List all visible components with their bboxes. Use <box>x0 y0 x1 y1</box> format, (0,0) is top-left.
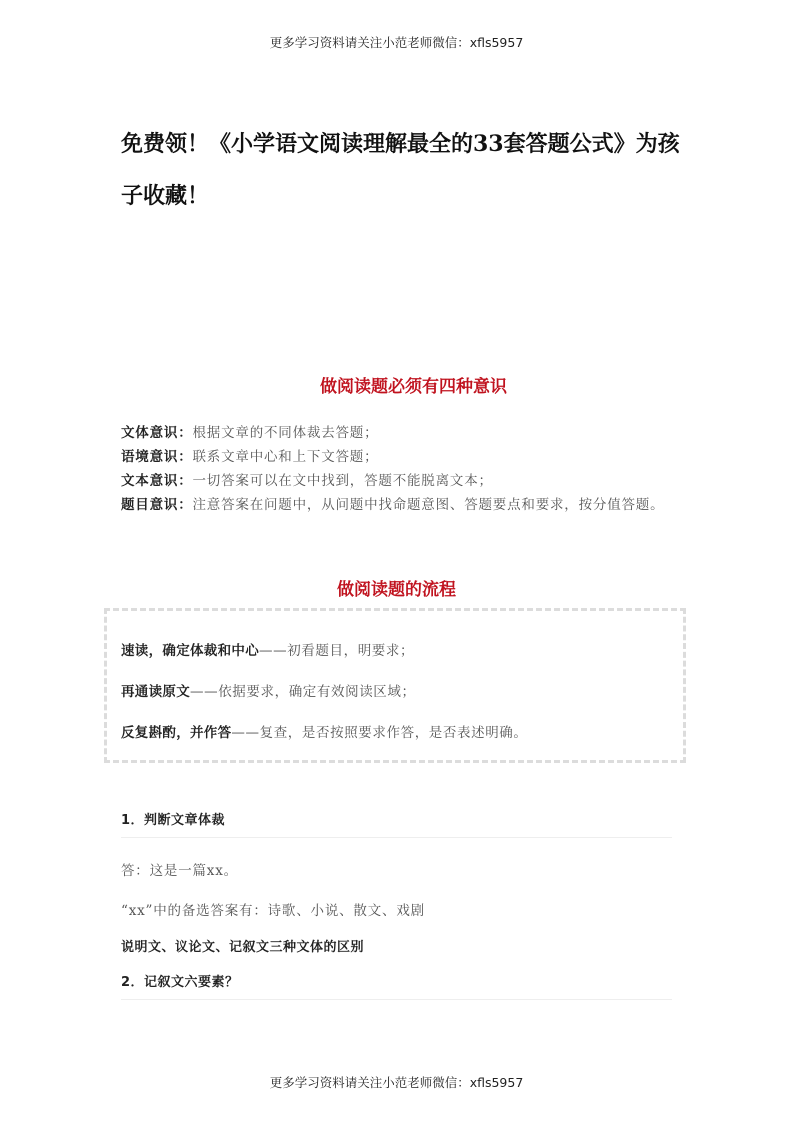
awareness-text: 联系文章中心和上下文答题； <box>192 449 379 465</box>
awareness-list <box>121 421 676 517</box>
awareness-term: 题目意识： <box>121 497 193 513</box>
awareness-item <box>121 469 676 493</box>
genre-difference-line: 说明文、议论文、记叙文三种文体的区别 <box>121 940 365 955</box>
process-step <box>121 721 528 741</box>
section-heading-process: 做阅读题的流程 <box>337 580 456 600</box>
awareness-term: 文体意识： <box>121 425 193 441</box>
answer-line: 答：这是一篇xx。 <box>121 863 238 879</box>
awareness-item <box>121 445 676 469</box>
header-note: 更多学习资料请关注小范老师微信：xfls5957 <box>269 35 524 50</box>
awareness-text: 根据文章的不同体裁去答题； <box>192 425 379 441</box>
process-step-text: ——依据要求，确定有效阅读区域； <box>190 684 416 700</box>
footer-note: 更多学习资料请关注小范老师微信：xfls5957 <box>269 1075 524 1090</box>
process-box <box>104 608 686 763</box>
options-line: “xx”中的备选答案有：诗歌、小说、散文、戏剧 <box>121 903 425 919</box>
question-heading-1: 1．判断文章体裁 <box>121 809 672 838</box>
process-step-term: 再通读原文 <box>121 684 190 700</box>
awareness-item <box>121 493 676 517</box>
awareness-item <box>121 421 676 445</box>
process-step <box>121 680 416 700</box>
process-step-text: ——复查，是否按照要求作答，是否表述明确。 <box>231 725 528 741</box>
process-step <box>121 639 414 659</box>
question-heading-2: 2．记叙文六要素？ <box>121 971 672 1000</box>
awareness-term: 语境意识： <box>121 449 193 465</box>
page-title: 免费领！《小学语文阅读理解最全的33套答题公式》为孩子收藏！ <box>121 131 680 209</box>
process-step-text: ——初看题目，明要求； <box>259 643 415 659</box>
section-heading-awareness: 做阅读题必须有四种意识 <box>320 377 507 397</box>
awareness-text: 一切答案可以在文中找到，答题不能脱离文本； <box>192 473 493 489</box>
awareness-term: 文本意识： <box>121 473 193 489</box>
process-step-term: 速读，确定体裁和中心 <box>121 643 259 659</box>
process-step-term: 反复斟酌，并作答 <box>121 725 232 741</box>
awareness-text: 注意答案在问题中，从问题中找命题意图、答题要点和要求，按分值答题。 <box>192 497 665 513</box>
